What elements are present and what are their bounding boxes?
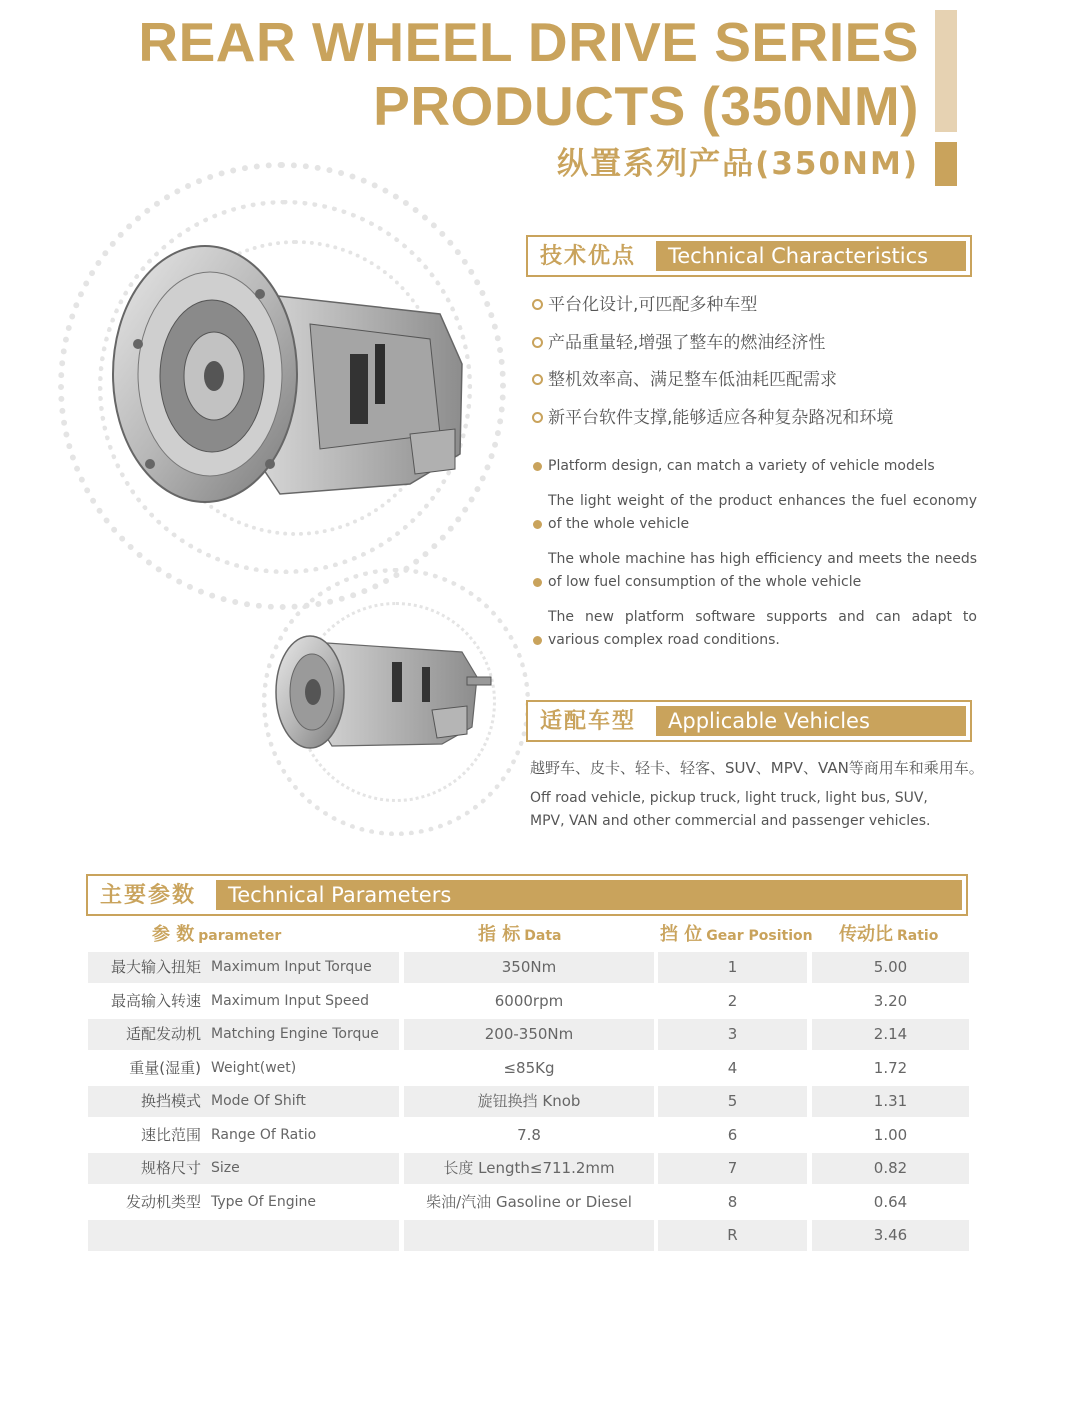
param-cn: 重量(湿重): [129, 1058, 201, 1077]
gear-cell: R: [658, 1220, 807, 1251]
column-header-en: Data: [524, 928, 562, 944]
data-cell: 长度 Length≤711.2mm: [404, 1153, 654, 1184]
param-en: Maximum Input Torque: [211, 959, 372, 975]
list-item: 新平台软件支撑,能够适应各种复杂路况和环境: [532, 403, 992, 441]
column-header-en: Ratio: [897, 928, 939, 944]
param-en: Type Of Engine: [211, 1193, 316, 1210]
tech-characteristics-cn-label: 技术优点: [540, 244, 637, 269]
table-row: [88, 1053, 969, 1087]
title-accent-bar-dark: [935, 142, 957, 186]
ratio-cell: 2.14: [812, 1019, 969, 1050]
gear-cell: 6: [727, 1125, 738, 1144]
ratio-cell: 5.00: [812, 952, 969, 983]
tech-characteristics-header: [526, 235, 972, 277]
list-item: Platform design, can match a variety of vehicle models: [532, 455, 977, 478]
param-cell: [88, 1153, 399, 1184]
gear-cell: 7: [658, 1153, 807, 1184]
list-item: The light weight of the product enhances the fuel economy of the whole vehicle: [532, 490, 977, 536]
ratio-cell: 0.82: [812, 1153, 969, 1184]
data-cell: 7.8: [517, 1125, 541, 1144]
table-row: [88, 1086, 969, 1120]
transmission-small-image: [272, 622, 494, 752]
tech-characteristics-en-list: [532, 455, 977, 664]
param-cell: [88, 1086, 399, 1117]
param-cn: 最高输入转速: [110, 991, 201, 1010]
list-item: 产品重量轻,增强了整车的燃油经济性: [532, 328, 992, 366]
column-header-parameter: [152, 920, 281, 950]
param-cn: 换挡模式: [140, 1092, 201, 1110]
transmission-large-image: [110, 234, 470, 524]
param-cn: 发动机类型: [125, 1192, 201, 1211]
param-cell: [88, 1053, 399, 1084]
column-header-en: parameter: [198, 928, 282, 944]
data-cell: 200-350Nm: [404, 1019, 654, 1050]
gear-cell: 2: [727, 991, 738, 1010]
param-cell: [88, 952, 399, 983]
param-en: Maximum Input Speed: [211, 992, 370, 1009]
table-row: [88, 1220, 969, 1254]
column-header-en: Gear Position: [706, 928, 813, 944]
param-cn: 规格尺寸: [140, 1159, 201, 1177]
applicable-vehicles-en-text: Off road vehicle, pickup truck, light truck, light bus, SUV, MPV, VAN and other commercial and passenger vehicles.: [530, 790, 931, 829]
title-line-1: REAR WHEEL DRIVE SERIES: [138, 11, 919, 73]
ratio-cell: 0.64: [873, 1192, 908, 1211]
param-cell: [88, 1187, 399, 1218]
column-header-cn: 挡 位: [660, 924, 703, 945]
technical-parameters-en-label: Technical Parameters: [216, 880, 962, 910]
list-item: The whole machine has high efficiency and meets the needs of low fuel consumption of the whole vehicle: [532, 548, 977, 594]
data-cell: 350Nm: [404, 952, 654, 983]
gear-cell: 3: [658, 1019, 807, 1050]
param-cell: [88, 1019, 399, 1050]
data-cell: 旋钮换挡 Knob: [404, 1086, 654, 1117]
ratio-cell: 1.72: [873, 1058, 908, 1077]
param-cn: 最大输入扭矩: [110, 958, 201, 976]
param-cn: 速比范围: [140, 1125, 201, 1144]
column-header-gear: [660, 920, 813, 950]
column-header-cn: 指 标: [478, 924, 521, 945]
gear-cell: 4: [727, 1058, 738, 1077]
tech-characteristics-cn-list: [532, 290, 992, 440]
title-chinese: 纵置系列产品(350NM): [557, 146, 919, 182]
param-en: Weight(wet): [211, 1059, 297, 1076]
param-en: Size: [211, 1160, 240, 1176]
data-cell: 柴油/汽油 Gasoline or Diesel: [426, 1192, 632, 1211]
gear-cell: 5: [658, 1086, 807, 1117]
table-row: [88, 1187, 969, 1221]
ratio-cell: 1.31: [812, 1086, 969, 1117]
applicable-vehicles-cn-label: 适配车型: [540, 709, 637, 734]
column-header-cn: 参 数: [152, 924, 195, 945]
ratio-cell: 1.00: [873, 1125, 908, 1144]
applicable-vehicles-en-label: Applicable Vehicles: [656, 706, 966, 736]
param-cn: 适配发动机: [125, 1025, 201, 1043]
list-item: The new platform software supports and can adapt to various complex road conditions.: [532, 606, 977, 652]
technical-parameters-cn-label: 主要参数: [100, 883, 197, 908]
column-header-data: [478, 920, 562, 950]
title-accent-bar-light: [935, 10, 957, 132]
ratio-cell: 3.20: [873, 991, 908, 1010]
data-cell: [404, 1220, 654, 1251]
technical-parameters-header: [86, 874, 968, 916]
table-row: [88, 1019, 969, 1053]
applicable-vehicles-header: [526, 700, 972, 742]
param-en: Mode Of Shift: [211, 1093, 306, 1109]
data-cell: 6000rpm: [494, 991, 564, 1010]
param-cell: [88, 1120, 399, 1151]
param-en: Range Of Ratio: [211, 1126, 317, 1143]
param-cell: [88, 986, 399, 1017]
param-en: Matching Engine Torque: [211, 1026, 379, 1042]
applicable-vehicles-cn-text: 越野车、皮卡、轻卡、轻客、SUV、MPV、VAN等商用车和乘用车。: [530, 759, 984, 777]
list-item: 整机效率高、满足整车低油耗匹配需求: [532, 365, 992, 403]
gear-cell: 8: [727, 1192, 738, 1211]
table-row: [88, 986, 969, 1020]
column-header-cn: 传动比: [839, 924, 893, 945]
table-row: [88, 952, 969, 986]
ratio-cell: 3.46: [812, 1220, 969, 1251]
tech-characteristics-en-label: Technical Characteristics: [656, 241, 966, 271]
data-cell: ≤85Kg: [503, 1058, 555, 1077]
param-cell: [88, 1220, 399, 1251]
title-line-2: PRODUCTS (350NM): [373, 75, 919, 137]
table-row: [88, 1120, 969, 1154]
gear-cell: 1: [658, 952, 807, 983]
column-header-ratio: [839, 920, 938, 950]
table-row: [88, 1153, 969, 1187]
list-item: 平台化设计,可匹配多种车型: [532, 290, 992, 328]
